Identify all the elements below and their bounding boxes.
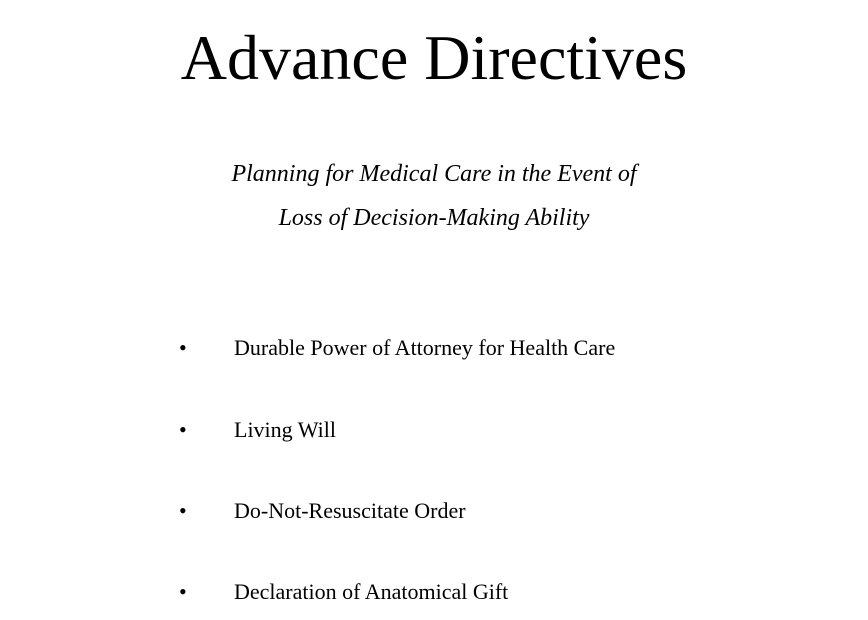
list-item-label: Living Will bbox=[234, 417, 336, 442]
list-item-label: Durable Power of Attorney for Health Care bbox=[234, 335, 616, 360]
bullet-icon: • bbox=[179, 335, 187, 360]
page-title: Advance Directives bbox=[180, 22, 688, 93]
bullet-icon: • bbox=[179, 579, 187, 604]
bullet-icon: • bbox=[179, 498, 187, 523]
bullet-icon: • bbox=[179, 417, 187, 442]
list-item-label: Declaration of Anatomical Gift bbox=[234, 579, 509, 604]
list-item bbox=[0, 497, 868, 525]
list-item bbox=[0, 416, 868, 444]
subtitle-line-1: Planning for Medical Care in the Event of bbox=[231, 161, 637, 187]
list-item bbox=[0, 334, 868, 362]
subtitle-line-2: Loss of Decision-Making Ability bbox=[278, 205, 590, 231]
list-item-label: Do-Not-Resuscitate Order bbox=[234, 498, 466, 523]
list-item bbox=[0, 578, 868, 606]
